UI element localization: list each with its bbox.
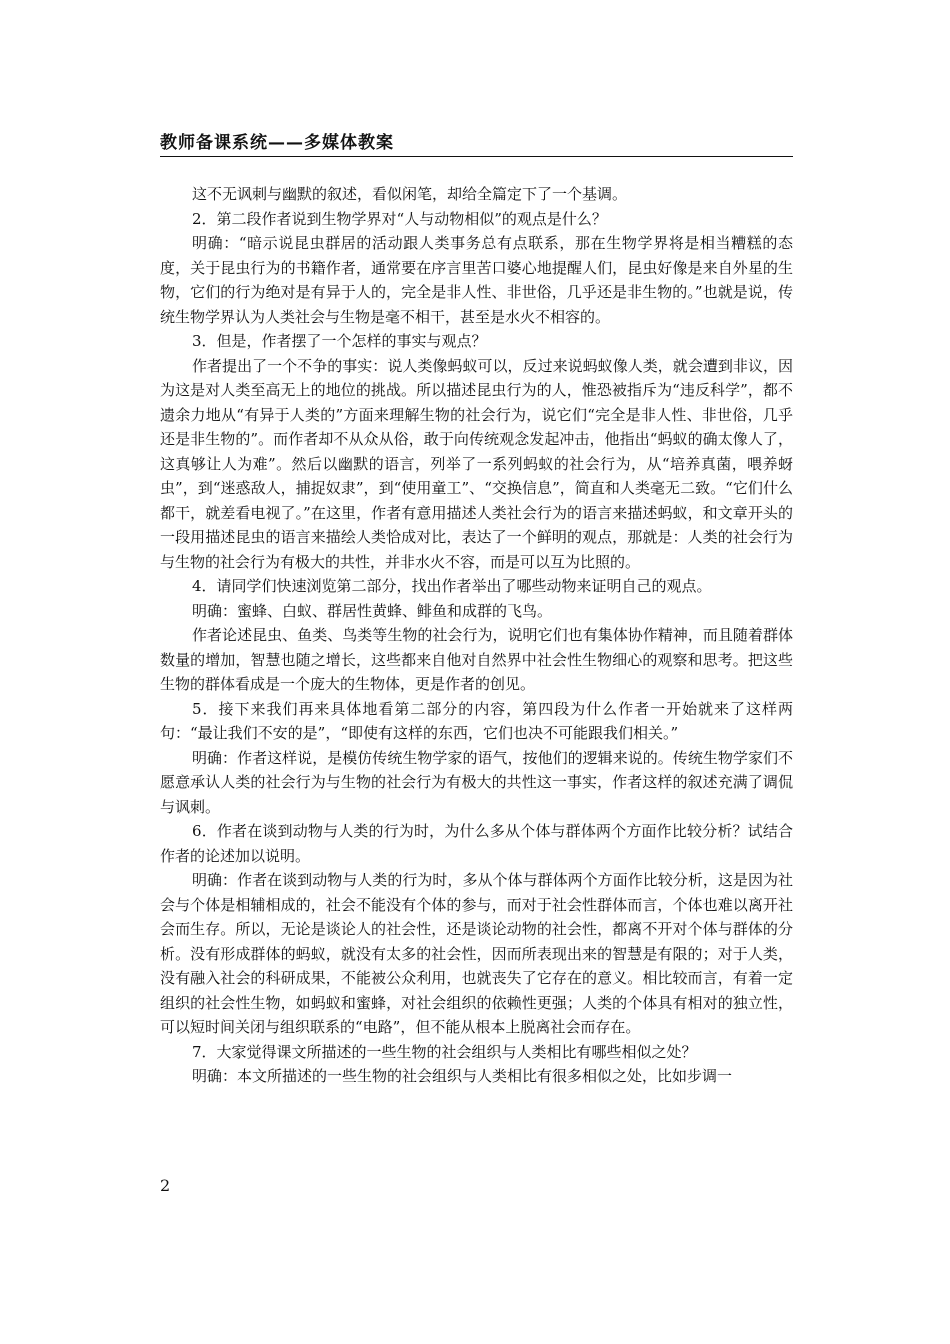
answer-2: 明确：“暗示说昆虫群居的活动跟人类事务总有点联系，那在生物学界将是相当糟糕的态度，关于昆虫行为的书籍作者，通常要在序言里苦口婆心地提醒人们，昆虫好像是来自外星的生物，它们的行为绝对是有异于人的，完全是非人性、非世俗，几乎还是非生物的。”也就是说，传统生物学界认为人类社会与生物是毫不相干，甚至是水火不相容的。: [160, 234, 793, 326]
answer-6: 明确：作者在谈到动物与人类的行为时，多从个体与群体两个方面作比较分析，这是因为社会与个体是相辅相成的，社会不能没有个体的参与，而对于社会性群体而言，个体也难以离开社会而生存。所以，无论是谈论人的社会性，还是谈论动物的社会性，都离不开对个体与群体的分析。没有形成群体的蚂蚁，就没有太多的社会性，因而所表现出来的智慧是有限的；对于人类，没有融入社会的科研成果，不能被公众利用，也就丧失了它存在的意义。相比较而言，有着一定组织的社会性生物，如蚂蚁和蜜蜂，对社会组织的依赖性更强；人类的个体具有相对的独立性，可以短时间关闭与组织联系的“电路”，但不能从根本上脱离社会而存在。: [160, 871, 793, 1036]
question-4: 4．请同学们快速浏览第二部分，找出作者举出了哪些动物来证明自己的观点。: [192, 577, 712, 595]
paragraph: 这不无讽刺与幽默的叙述，看似闲笔，却给全篇定下了一个基调。: [192, 185, 628, 203]
question-2: 2．第二段作者说到生物学界对“人与动物相似”的观点是什么？: [192, 209, 607, 228]
answer-7: 明确：本文所描述的一些生物的社会组织与人类相比有很多相似之处，比如步调一: [192, 1067, 733, 1085]
question-7: 7．大家觉得课文所描述的一些生物的社会组织与人类相比有哪些相似之处？: [192, 1042, 697, 1061]
question-6: 6．作者在谈到动物与人类的行为时，为什么多从个体与群体两个方面作比较分析？试结合作者的论述加以说明。: [160, 822, 793, 865]
question-5: 5．接下来我们再来具体地看第二部分的内容，第四段为什么作者一开始就来了这样两句：“最让我们不安的是”，“即使有这样的东西，它们也决不可能跟我们相关。”: [160, 699, 793, 742]
question-3: 3．但是，作者摆了一个怎样的事实与观点？: [192, 332, 487, 350]
header-title: 教师备课系统——多媒体教案: [160, 133, 394, 153]
page-header: [160, 130, 793, 157]
paragraph: 作者论述昆虫、鱼类、鸟类等生物的社会行为，说明它们也有集体协作精神，而且随着群体数量的增加，智慧也随之增长，这些都来自他对自然界中社会性生物细心的观察和思考。把这些生物的群体看成是一个庞大的生物体，更是作者的创见。: [160, 626, 793, 693]
answer-4: 明确：蜜蜂、白蚁、群居性黄蜂、鲱鱼和成群的飞鸟。: [192, 601, 553, 620]
document-body: [160, 182, 793, 1089]
answer-3: 作者提出了一个不争的事实：说人类像蚂蚁可以，反过来说蚂蚁像人类，就会遭到非议，因为这是对人类至高无上的地位的挑战。所以描述昆虫行为的人，惟恐被指斥为“违反科学”，都不遗余力地从“有异于人类的”方面来理解生物的社会行为，说它们“完全是非人性、非世俗，几乎还是非生物的”。而作者却不从众从俗，敢于向传统观念发起冲击，他指出“蚂蚁的确太像人了，这真够让人为难”。然后以幽默的语言，列举了一系列蚂蚁的社会行为，从“培养真菌，喂养蚜虫”，到“迷惑敌人，捕捉奴隶”，到“使用童工”、“交换信息”，简直和人类毫无二致。“它们什么都干，就差看电视了。”在这里，作者有意用描述人类社会行为的语言来描述蚂蚁，和文章开头的一段用描述昆虫的语言来描绘人类恰成对比，表达了一个鲜明的观点，那就是：人类的社会行为与生物的社会行为有极大的共性，并非水火不容，而是可以互为比照的。: [160, 356, 793, 571]
answer-5: 明确：作者这样说，是模仿传统生物学家的语气，按他们的逻辑来说的。传统生物学家们不愿意承认人类的社会行为与生物的社会行为有极大的共性这一事实，作者这样的叙述充满了调侃与讽刺。: [160, 748, 793, 816]
page-number: 2: [160, 1176, 171, 1195]
